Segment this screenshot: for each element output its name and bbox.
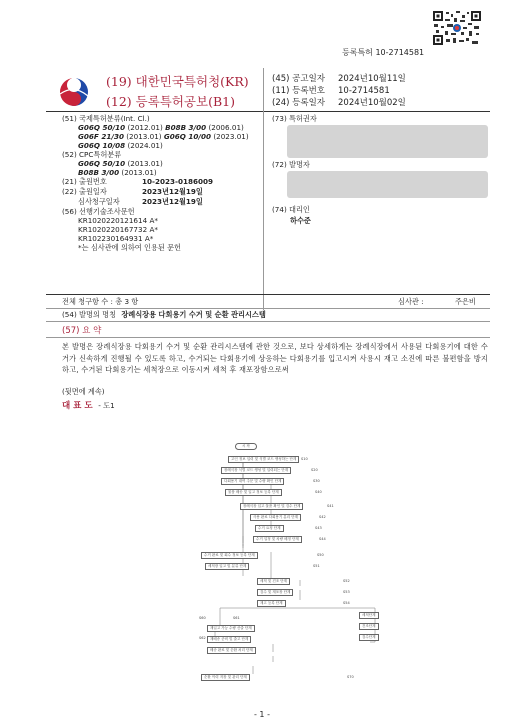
- flowchart-step-id: S52: [343, 579, 350, 583]
- prior-art-item: KR1020220167732 A*: [78, 225, 158, 234]
- rep-figure: - 도1: [98, 401, 115, 410]
- flowchart-step-id: S61: [233, 616, 240, 620]
- inventor-label: (72) 발명자: [272, 160, 310, 169]
- flowchart-step: 장례식장 입고 물품 확인 및 검수 단계: [240, 503, 303, 510]
- flowchart-step: 수거 완료 및 회수 정보 등록 단계: [201, 552, 258, 559]
- flowchart-step: 배송 완료 및 순환 처리 단계: [207, 647, 256, 654]
- flowchart-step: 물품 배송 및 입고 정보 등록 단계: [225, 489, 282, 496]
- flowchart-step: 세척 및 건조 단계: [257, 578, 290, 585]
- flowchart-step-id: S43: [315, 526, 322, 530]
- flowchart-step-id: S54: [343, 601, 350, 605]
- flowchart-step: 검수 및 재포장 단계: [257, 589, 293, 596]
- ipc-code: G06Q 10/08: [78, 141, 126, 150]
- ipc-date: (2023.01): [213, 132, 249, 141]
- flowchart: [195, 440, 395, 702]
- app-date-label: (22) 출원일자: [62, 187, 107, 196]
- reg-no-label: (11) 등록번호: [272, 86, 325, 96]
- app-no-label: (21) 출원번호: [62, 177, 107, 186]
- owner-label: (73) 특허권자: [272, 114, 317, 123]
- prior-art-note: *는 심사관에 의하여 인용된 문헌: [78, 243, 181, 252]
- app-no: 10-2023-0186009: [142, 177, 213, 186]
- page-number: - 1 -: [254, 710, 270, 719]
- ipc-date: (2006.01): [208, 123, 244, 132]
- pub-date: 2024년10월11일: [338, 74, 406, 84]
- cpc-label: (52) CPC특허분류: [62, 150, 122, 159]
- flowchart-step-id: S62: [199, 636, 206, 640]
- ipc-date: (2012.01): [127, 123, 163, 132]
- flowchart-step-id: S51: [313, 564, 320, 568]
- flowchart-step: 다회용기 대여 주문 및 수량 확인 단계: [221, 478, 284, 485]
- flowchart-step-id: S40: [315, 490, 322, 494]
- rep-figure-line: [62, 399, 115, 411]
- flowchart-step: 수거 요청 단계: [255, 525, 284, 532]
- reg-no: 10-2714581: [338, 86, 390, 96]
- flowchart-step: 순환 이력 저장 및 관리 단계: [201, 674, 250, 681]
- office-title: (19) 대한민국특허청(KR): [106, 74, 249, 89]
- flowchart-side-box: 세척단계: [359, 612, 379, 619]
- flowchart-step: 재입고 가능 수량 산출 단계: [207, 625, 255, 632]
- invention-title-line: [62, 310, 266, 319]
- flowchart-step-id: S60: [199, 616, 206, 620]
- flowchart-start: 시 작: [235, 443, 257, 450]
- ipc-code: G06Q 50/10: [78, 123, 126, 132]
- flowchart-step-id: S41: [327, 504, 334, 508]
- prior-art-label: (56) 선행기술조사문헌: [62, 207, 135, 216]
- flowchart-step-id: S50: [317, 553, 324, 557]
- flowchart-step-id: S42: [319, 515, 326, 519]
- agent-label: (74) 대리인: [272, 205, 310, 214]
- examiner-label: 심사관 :: [398, 297, 424, 306]
- cpc-date: (2013.01): [127, 159, 163, 168]
- flowchart-step-id: S53: [343, 590, 350, 594]
- owner-redacted: [287, 125, 488, 158]
- flowchart-step-id: S44: [319, 537, 326, 541]
- patent-number-label: 등록특허 10-2714581: [342, 48, 425, 57]
- prior-art-item: KR1020220121614 A*: [78, 216, 158, 225]
- flowchart-step-id: S20: [311, 468, 318, 472]
- flowchart-step: 고인 정보 입력 및 식별 코드 생성하는 단계: [228, 456, 299, 463]
- ipc-date: (2024.01): [127, 141, 163, 150]
- cpc-date: (2013.01): [121, 168, 157, 177]
- reg-date: 2024년10월02일: [338, 98, 406, 108]
- flowchart-step: 수거 일정 및 차량 배정 단계: [253, 536, 302, 543]
- cpc-code: B08B 3/00: [78, 168, 120, 177]
- flowchart-step: 세척장 입고 및 분류 단계: [205, 563, 249, 570]
- flowchart-step: 장례식장 식별 코드 생성 및 입력되는 단계: [221, 467, 291, 474]
- ipc-code: B08B 3/00: [165, 123, 207, 132]
- agent-name: 하수준: [290, 216, 311, 225]
- invention-title: 장례식장용 다회용기 수거 및 순환 관리시스템: [121, 310, 266, 319]
- flowchart-step: 재배송 준비 및 출고 단계: [207, 636, 251, 643]
- flowchart-step-id: S10: [301, 457, 308, 461]
- ipc-code: G06Q 10/00: [163, 132, 212, 141]
- flowchart-side-box: 건조단계: [359, 623, 379, 630]
- qr-code: [432, 10, 482, 46]
- taegeuk-emblem-icon: [56, 74, 92, 110]
- ipc-code: G06F 21/30: [78, 132, 124, 141]
- pub-date-label: (45) 공고일자: [272, 74, 325, 84]
- inventor-redacted: [287, 171, 488, 198]
- exam-date: 2023년12월19일: [142, 197, 203, 206]
- abstract-heading: (57) 요 약: [62, 326, 102, 336]
- gazette-title: (12) 등록특허공보(B1): [106, 94, 235, 109]
- ipc-date: (2013.01): [126, 132, 162, 141]
- invention-title-label: (54) 발명의 명칭: [62, 310, 117, 319]
- abstract-text: 본 발명은 장례식장용 다회용기 수거 및 순환 관리시스템에 관한 것으로, 보다 상세하게는 장례식장에서 사용된 다회용기에 대한 수거가 신속하게 진행될 수 있도록 하고, 수거되는 다회용기에 상응하는 다회용기를 입고시켜 사용시 재고 소진에 따른 불편함을 방지하고, 수거된 다회용기는 세척장으로 이동시켜 세척 후 재포장함으로써: [62, 342, 488, 374]
- reg-date-label: (24) 등록일자: [272, 98, 325, 108]
- biblio-left: [62, 114, 262, 252]
- abstract-continued: (뒷면에 계속): [62, 387, 105, 396]
- app-date: 2023년12월19일: [142, 187, 203, 196]
- exam-date-label: 심사청구일자: [78, 197, 120, 206]
- total-claims: 전체 청구항 수 : 총 3 항: [62, 297, 139, 306]
- prior-art-item: KR102230164931 A*: [78, 234, 154, 243]
- flowchart-side-box: 검수단계: [359, 634, 379, 641]
- flowchart-step: 사용 완료 다회용기 분리 단계: [250, 514, 301, 521]
- flowchart-step: 재고 등록 단계: [257, 600, 286, 607]
- flowchart-step-id: S30: [313, 479, 320, 483]
- rep-figure-label: 대 표 도: [62, 401, 93, 411]
- flowchart-step-id: S70: [347, 675, 354, 679]
- examiner-name: 주은비: [455, 297, 476, 306]
- registration-info: [272, 73, 406, 109]
- cpc-code: G06Q 50/10: [78, 159, 126, 168]
- qr-code-icon: [432, 10, 482, 46]
- ipc-label: (51) 국제특허분류(Int. Cl.): [62, 114, 150, 123]
